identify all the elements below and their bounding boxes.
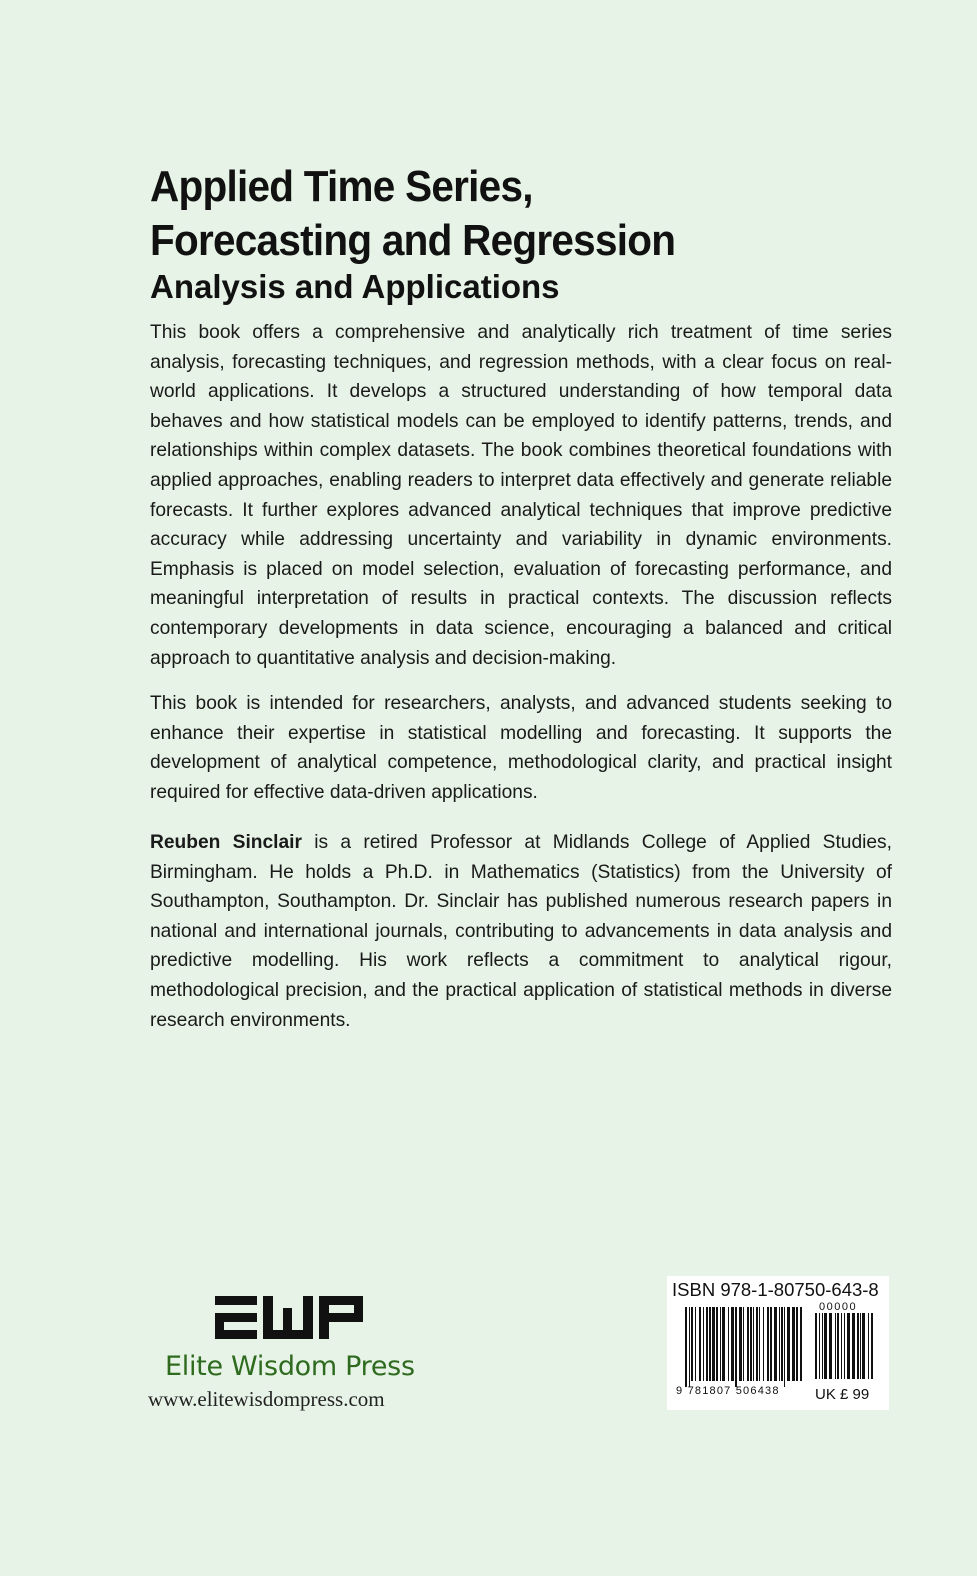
book-title-line-2: Forecasting and Regression — [150, 216, 676, 265]
book-title — [150, 160, 849, 268]
barcode-main-bars — [685, 1307, 803, 1387]
barcode-addon-digits: 00000 — [819, 1301, 858, 1313]
isbn-label: ISBN 978-1-80750-643-8 — [672, 1279, 879, 1300]
blurb-paragraph-1: This book offers a comprehensive and analytically rich treatment of time series analysis, forecasting techniques, and regression methods, with a clear focus on real-world applications. It develops a structured understanding of how temporal data behaves and how statistical models can be employed to identify patterns, trends, and relationships within complex datasets. The book combines theoretical foundations with applied approaches, enabling readers to interpret data effectively and generate reliable forecasts. It further explores advanced analytical techniques that improve predictive accuracy while addressing uncertainty and variability in dynamic environments. Emphasis is placed on model selection, evaluation of forecasting performance, and meaningful interpretation of results in practical contexts. The discussion reflects contemporary developments in data science, encouraging a balanced and critical approach to quantitative analysis and decision-making. — [150, 322, 892, 669]
author-bio-text: is a retired Professor at Midlands College of Applied Studies, Birmingham. He holds a Ph.D. in Mathematics (Statistics) from the University of Southampton, Southampton. Dr. Sinclair has published numerous research papers in national and international journals, contributing to advancements in data analysis and predictive modelling. His work reflects a commitment to analytical rigour, methodological precision, and the practical application of statistical methods in diverse research environments. — [150, 832, 892, 1031]
barcode-digits: 9 781807 506438 — [676, 1385, 780, 1397]
isbn-barcode — [667, 1276, 889, 1410]
publisher-logo-block — [148, 1292, 448, 1422]
book-title-line-1: Applied Time Series, — [150, 162, 533, 211]
author-name: Reuben Sinclair — [150, 832, 302, 853]
blurb-paragraph-2: This book is intended for researchers, analysts, and advanced students seeking to enhance their expertise in statistical modelling and forecasting. It supports the development of analytical competence, methodological clarity, and practical insight required for effective data-driven applications. — [150, 693, 892, 803]
publisher-logo-icon — [215, 1292, 365, 1344]
barcode-price: UK £ 99 — [815, 1386, 870, 1403]
author-bio — [150, 828, 892, 1035]
publisher-url: www.elitewisdompress.com — [148, 1387, 385, 1411]
barcode-addon-bars — [815, 1313, 875, 1385]
book-subtitle: Analysis and Applications — [150, 268, 560, 305]
publisher-name: Elite Wisdom Press — [165, 1351, 415, 1382]
